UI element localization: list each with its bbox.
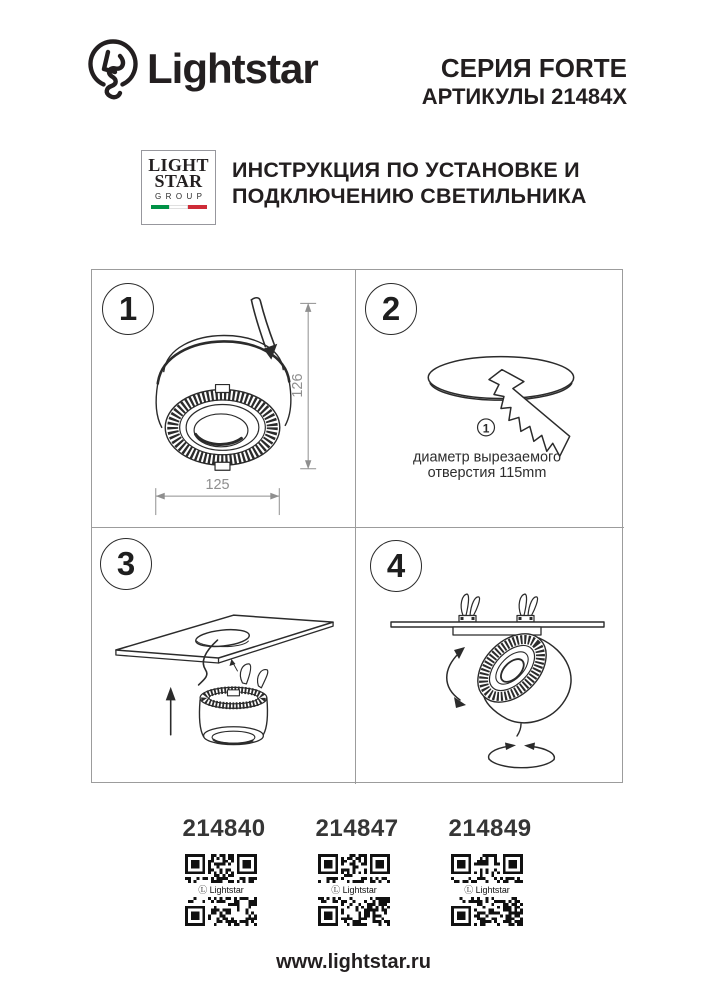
- step-panel-1: [92, 270, 356, 528]
- article-number: 214849: [448, 815, 532, 842]
- step-number-4: 4: [386, 547, 406, 584]
- footer-website: www.lightstar.ru: [276, 951, 431, 973]
- article-number: 214840: [182, 815, 266, 842]
- qr-code: [451, 854, 523, 926]
- qr-code: [185, 854, 257, 926]
- svg-text:Ⓛ Lightstar: Ⓛ Lightstar: [197, 885, 244, 896]
- step-number-3: 3: [116, 545, 136, 582]
- cut-diameter-caption-line1: диаметр вырезаемого: [412, 449, 562, 466]
- dimension-label-height: 126: [290, 373, 307, 398]
- badge-word-star: STAR: [154, 170, 203, 191]
- article-number: 214847: [315, 815, 399, 842]
- step-number-badge-2: [365, 283, 417, 335]
- product-214840: [182, 815, 266, 926]
- cut-diameter-caption-line2: отверстия 115mm: [427, 465, 547, 482]
- dimension-label-width: 125: [205, 477, 230, 494]
- step-panel-4: [356, 528, 624, 784]
- step-number-badge-4: [370, 540, 422, 592]
- flag-red-segment: [188, 205, 207, 210]
- flag-green-segment: [151, 205, 170, 210]
- instruction-title-line2: ПОДКЛЮЧЕНИЮ СВЕТИЛЬНИКА: [232, 184, 587, 208]
- instruction-title: [232, 157, 587, 209]
- brand-wordmark: Lightstar: [147, 45, 318, 92]
- step-number-badge-1: [102, 283, 154, 335]
- step-panel-3: [92, 528, 356, 784]
- svg-text:Ⓛ Lightstar: Ⓛ Lightstar: [330, 885, 377, 896]
- badge-word-light: LIGHT: [148, 155, 209, 175]
- flag-white-segment: [169, 205, 188, 210]
- step-marker-1: 1: [482, 421, 490, 436]
- lightstar-logo-icon: [86, 38, 142, 114]
- italian-flag-bar: [151, 205, 207, 210]
- lightstar-group-badge: [141, 150, 216, 225]
- series-title: СЕРИЯ FORTE: [440, 53, 627, 83]
- articles-subtitle: АРТИКУЛЫ 21484X: [421, 84, 627, 109]
- step-number-badge-3: [100, 538, 152, 590]
- instruction-title-line1: ИНСТРУКЦИЯ ПО УСТАНОВКЕ И: [232, 158, 580, 182]
- qr-code: [318, 854, 390, 926]
- badge-word-group: GROUP: [155, 192, 207, 201]
- product-214849: [448, 815, 532, 926]
- svg-text:Ⓛ Lightstar: Ⓛ Lightstar: [463, 885, 510, 896]
- product-214847: [315, 815, 399, 926]
- products-row: [0, 815, 707, 926]
- step-panel-2: [356, 270, 624, 528]
- step-number-2: 2: [381, 290, 401, 327]
- installation-steps-grid: [91, 269, 623, 783]
- step-number-1: 1: [118, 290, 138, 327]
